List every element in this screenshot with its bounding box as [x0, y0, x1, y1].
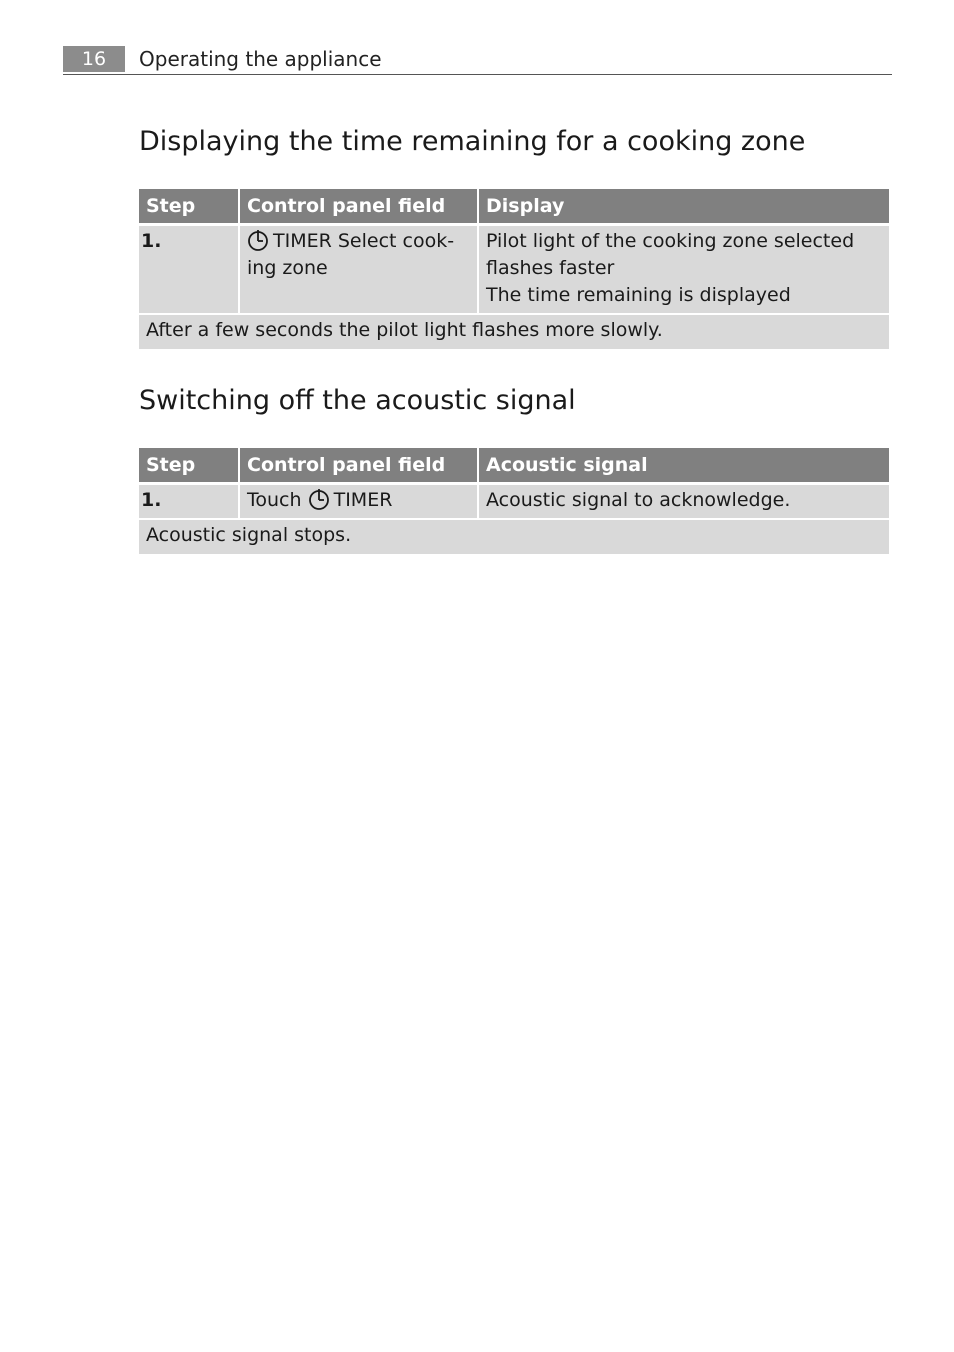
table-row [139, 485, 889, 520]
control-panel-field-suffix: TIMER [333, 489, 393, 511]
section-title-time-remaining: Displaying the time remaining for a cooking zone [139, 126, 806, 157]
table-row [139, 226, 889, 315]
column-header-acoustic-signal: Acoustic signal [479, 448, 889, 485]
step-cell: 1. [139, 485, 240, 520]
section-title-acoustic-signal: Switching off the acoustic signal [139, 385, 576, 416]
timer-icon [308, 488, 330, 510]
control-panel-field-cell [240, 485, 479, 520]
table-note: After a few seconds the pilot light flashes more slowly. [139, 315, 889, 351]
column-header-control-panel-field: Control panel field [240, 189, 479, 226]
control-panel-field-prefix: Touch [247, 489, 302, 511]
acoustic-signal-table [139, 448, 889, 556]
table-note-row [139, 315, 889, 351]
section-header-title: Operating the appliance [139, 47, 382, 71]
display-cell [479, 226, 889, 315]
page-header [63, 46, 892, 75]
display-line: Pilot light of the cooking zone selected flashes faster [486, 230, 855, 279]
time-remaining-table [139, 189, 889, 351]
table-note-row [139, 520, 889, 556]
table-header-row [139, 448, 889, 485]
display-line: The time remaining is displayed [486, 284, 791, 306]
acoustic-signal-cell: Acoustic signal to acknowledge. [479, 485, 889, 520]
column-header-step: Step [139, 189, 240, 226]
control-panel-field-text: TIMER Select cook-ing zone [247, 230, 455, 279]
column-header-control-panel-field: Control panel field [240, 448, 479, 485]
control-panel-field-cell [240, 226, 479, 315]
column-header-step: Step [139, 448, 240, 485]
table-note: Acoustic signal stops. [139, 520, 889, 556]
step-cell: 1. [139, 226, 240, 315]
column-header-display: Display [479, 189, 889, 226]
page-number: 16 [63, 46, 125, 72]
timer-icon [247, 229, 269, 251]
table-header-row [139, 189, 889, 226]
